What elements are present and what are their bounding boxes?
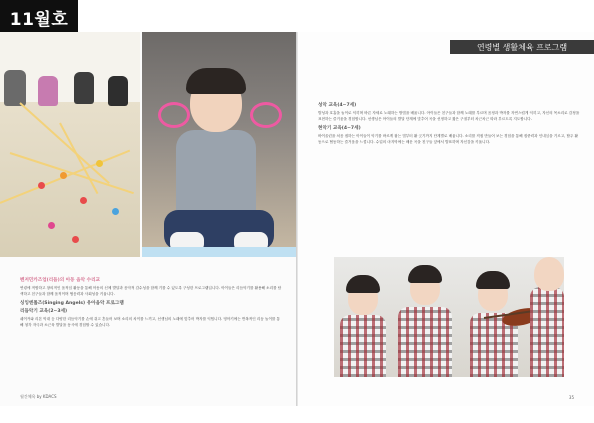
boy-with-shakers-photo — [142, 32, 296, 257]
circle-activity-photo — [0, 32, 140, 257]
strings-heading: 현악기 교육(4~7세) — [318, 126, 361, 131]
right-paragraph-1: 발성과 호흡을 놀이로 익히며 바른 자세로 노래하는 방법을 배웁니다. 아이들은 친구들과 함께 노래를 부르며 음정과 박자를 자연스럽게 익히고, 자신의 목소리로 감정을 표현하는 즐거움을 경험합니다. 선생님은 아이들의 발달 단계에 맞추어 곡을 선정하고 짧은 구절부터 차근차근 따라 부르도록 지도합니다. — [318, 111, 580, 121]
left-paragraph-2: 쉐이커와 리본 막대 등 다양한 리듬악기를 손에 쥐고 흔들어 보며 소리의 차이를 느끼고, 선생님의 노래에 맞추어 박자를 익힙니다. 영아기에는 반복적인 리듬 놀이를 통해 청각 자극과 소근육 발달을 동시에 경험할 수 있습니다. — [20, 317, 281, 327]
program-heading: 싱잉엔롤즈(Singing Angels) 유아음악 프로그램 — [20, 301, 124, 306]
right-page — [298, 32, 594, 406]
left-page — [0, 32, 296, 406]
right-folio: 35 — [568, 395, 574, 400]
section-heading: 리듬악기 교육(2~3세) — [20, 309, 68, 314]
photo-caption-label: 연령별 생활체육 프로그램 — [476, 42, 568, 52]
vocal-heading: 성악 교육(4~7세) — [318, 103, 357, 108]
program-title: 벤저민카즈업(리듬)의 아동 음악 수리교 — [20, 278, 100, 283]
left-paragraph-1: 연령에 적합하고 창의적인 움직임 활동을 통해 아동의 신체 발달과 음악적 감수성을 함께 기를 수 있도록 구성한 프로그램입니다. 아이들은 리듬악기를 활용해 소리를 탐색하고 친구들과 함께 움직이며 협응력과 사회성을 키웁니다. — [20, 286, 282, 296]
magazine-spread — [0, 32, 594, 406]
right-paragraph-2: 바이올린을 처음 접하는 아이들이 악기를 바르게 잡는 법부터 활 긋기까지 단계별로 배웁니다. 소리를 직접 만들어 보는 경험을 통해 집중력과 인내심을 기르고, 합주 활동으로 협동하는 즐거움을 느낍니다. 수업의 마지막에는 배운 곡을 친구들 앞에서 발표하며 자신감을 키웁니다. — [318, 134, 579, 144]
left-page-body — [20, 277, 282, 331]
issue-badge-label: 11월호 — [9, 9, 69, 30]
children-singing-and-violin-photo — [334, 257, 564, 377]
photo-caption — [450, 40, 594, 54]
left-folio: 월간체육 by KDACS — [20, 394, 57, 399]
right-page-body — [318, 102, 580, 148]
issue-badge — [0, 0, 78, 34]
